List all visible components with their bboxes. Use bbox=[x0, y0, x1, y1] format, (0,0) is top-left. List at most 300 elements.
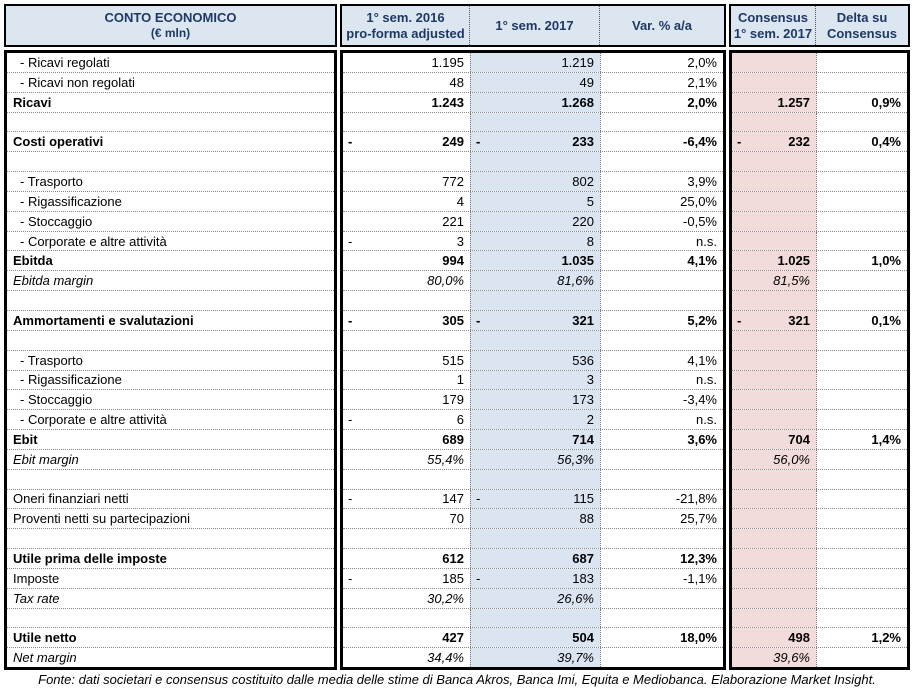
cell-label: - Ricavi regolati bbox=[20, 54, 110, 70]
cell-consensus bbox=[732, 53, 816, 72]
cell-delta bbox=[816, 73, 907, 92]
value: 25,7% bbox=[680, 511, 717, 527]
value: 536 bbox=[572, 352, 594, 368]
table-row-amm-rigassificazione-consensus bbox=[732, 371, 907, 391]
cell-consensus bbox=[732, 73, 816, 92]
cell-1sem2016 bbox=[343, 73, 470, 92]
table-row-ebit-margin-values bbox=[343, 450, 723, 470]
cell-label: - Trasporto bbox=[20, 173, 83, 189]
cell-var-pct bbox=[600, 529, 723, 548]
cell-label: - Corporate e altre attività bbox=[20, 412, 167, 428]
cell-1sem2017 bbox=[470, 628, 600, 647]
value: 321 bbox=[788, 312, 810, 328]
negative-sign: - bbox=[348, 412, 353, 428]
table-row-imposte-values bbox=[343, 569, 723, 589]
cell-1sem2016 bbox=[343, 53, 470, 72]
header-line: pro-forma adjusted bbox=[346, 25, 465, 41]
value: 8 bbox=[586, 233, 594, 249]
cell-1sem2017 bbox=[470, 93, 600, 112]
value: 504 bbox=[572, 630, 594, 646]
cell-delta bbox=[816, 549, 907, 568]
cell-label: Ebitda margin bbox=[13, 273, 94, 289]
value: 147 bbox=[442, 491, 464, 507]
table-row-imposte-consensus bbox=[732, 569, 907, 589]
cell-var-pct bbox=[600, 93, 723, 112]
value: 233 bbox=[572, 134, 594, 150]
value: n.s. bbox=[696, 412, 717, 428]
cell-1sem2016 bbox=[343, 648, 470, 667]
cell-1sem2017 bbox=[470, 152, 600, 171]
table-row-blank-3-consensus bbox=[732, 291, 907, 311]
table-row-amm-corporate bbox=[7, 410, 334, 430]
cell-1sem2017 bbox=[470, 589, 600, 608]
table-row-utile-netto-consensus bbox=[732, 628, 907, 648]
table-row-ammortamenti-svalutazioni-values bbox=[343, 311, 723, 331]
negative-sign: - bbox=[476, 491, 481, 507]
cell-consensus bbox=[732, 470, 816, 489]
cell-delta bbox=[816, 509, 907, 528]
cell-delta bbox=[816, 609, 907, 628]
cell-1sem2016 bbox=[343, 132, 470, 151]
cell-1sem2017 bbox=[470, 271, 600, 290]
table-row-costi-operativi-consensus bbox=[732, 132, 907, 152]
cell-consensus bbox=[732, 628, 816, 647]
value: 2,0% bbox=[687, 94, 717, 110]
column-header-conto-economico bbox=[4, 4, 337, 47]
cell-label: Tax rate bbox=[13, 590, 60, 606]
cell-var-pct bbox=[600, 648, 723, 667]
table-row-blank-2 bbox=[7, 152, 334, 172]
value: 5 bbox=[586, 193, 594, 209]
table-row-amm-corporate-consensus bbox=[732, 410, 907, 430]
cell-var-pct bbox=[600, 311, 723, 330]
cell-label: Ebit margin bbox=[13, 451, 79, 467]
table-row-blank-5-values bbox=[343, 470, 723, 490]
value: 88 bbox=[579, 511, 594, 527]
cell-consensus bbox=[732, 192, 816, 211]
table-row-costi-rigassificazione-consensus bbox=[732, 192, 907, 212]
column-headers-consensus bbox=[729, 4, 910, 47]
table-row-blank-7 bbox=[7, 609, 334, 629]
cell-consensus bbox=[732, 331, 816, 350]
cell-1sem2016 bbox=[343, 331, 470, 350]
cell-1sem2016 bbox=[343, 152, 470, 171]
cell-1sem2017 bbox=[470, 549, 600, 568]
cell-consensus bbox=[732, 172, 816, 191]
cell-label: - Ricavi non regolati bbox=[20, 74, 135, 90]
table-row-ebitda-margin bbox=[7, 271, 334, 291]
cell-consensus bbox=[732, 648, 816, 667]
labels-column bbox=[4, 50, 337, 670]
value: 81,5% bbox=[773, 273, 810, 289]
table-row-blank-2-consensus bbox=[732, 152, 907, 172]
cell-1sem2017 bbox=[470, 232, 600, 251]
cell-1sem2017 bbox=[470, 192, 600, 211]
cell-var-pct bbox=[600, 509, 723, 528]
negative-sign: - bbox=[476, 134, 481, 150]
cell-label: Ebit bbox=[13, 431, 38, 447]
cell-var-pct bbox=[600, 251, 723, 270]
table-row-amm-rigassificazione-values bbox=[343, 371, 723, 391]
cell-1sem2017 bbox=[470, 609, 600, 628]
cell-delta bbox=[816, 93, 907, 112]
cell-1sem2016 bbox=[343, 311, 470, 330]
table-row-blank-7-consensus bbox=[732, 609, 907, 629]
table-row-utile-prima-imposte bbox=[7, 549, 334, 569]
cell-1sem2016 bbox=[343, 410, 470, 429]
cell-1sem2016 bbox=[343, 490, 470, 509]
value: 1.035 bbox=[561, 253, 594, 269]
header-line: 1° sem. 2017 bbox=[733, 25, 813, 41]
table-row-costi-corporate bbox=[7, 232, 334, 252]
value: 39,7% bbox=[557, 650, 594, 666]
table-row-costi-trasporto-consensus bbox=[732, 172, 907, 192]
cell-var-pct bbox=[600, 291, 723, 310]
value: 2 bbox=[586, 412, 594, 428]
table-row-oneri-finanziari-netti-consensus bbox=[732, 490, 907, 510]
table-row-amm-corporate-values bbox=[343, 410, 723, 430]
cell-var-pct bbox=[600, 192, 723, 211]
table-row-ebit bbox=[7, 430, 334, 450]
table-row-ebit-consensus bbox=[732, 430, 907, 450]
cell-consensus bbox=[732, 529, 816, 548]
table-row-blank-1-values bbox=[343, 113, 723, 133]
cell-var-pct bbox=[600, 450, 723, 469]
table-row-utile-netto-values bbox=[343, 628, 723, 648]
table-row-costi-rigassificazione-values bbox=[343, 192, 723, 212]
cell-consensus bbox=[732, 509, 816, 528]
cell-label bbox=[7, 470, 334, 489]
table-row-blank-5 bbox=[7, 470, 334, 490]
table-row-blank-4-consensus bbox=[732, 331, 907, 351]
value: 30,2% bbox=[427, 590, 464, 606]
cell-1sem2017 bbox=[470, 73, 600, 92]
cell-consensus bbox=[732, 132, 816, 151]
table-row-amm-trasporto bbox=[7, 351, 334, 371]
table-row-tax-rate-values bbox=[343, 589, 723, 609]
table-row-ricavi bbox=[7, 93, 334, 113]
source-note: Fonte: dati societari e consensus costituito dalle media delle stime di Banca Akros, Banca Imi, Equita e Mediobanca. Elaborazione Market Insight. bbox=[38, 672, 876, 687]
cell-var-pct bbox=[600, 589, 723, 608]
table-row-blank-3-values bbox=[343, 291, 723, 311]
value: 1 bbox=[456, 372, 464, 388]
cell-label: Proventi netti su partecipazioni bbox=[13, 511, 191, 527]
cell-1sem2016 bbox=[343, 628, 470, 647]
cell-label: - Stoccaggio bbox=[20, 392, 93, 408]
table-row-ricavi-non-regolati bbox=[7, 73, 334, 93]
table-row-costi-corporate-consensus bbox=[732, 232, 907, 252]
cell-delta bbox=[816, 410, 907, 429]
value: 4,1% bbox=[687, 352, 717, 368]
table-row-ricavi-values bbox=[343, 93, 723, 113]
table-row-blank-1-consensus bbox=[732, 113, 907, 133]
table-row-costi-trasporto bbox=[7, 172, 334, 192]
value: 0,1% bbox=[871, 312, 901, 328]
table-row-amm-trasporto-values bbox=[343, 351, 723, 371]
value: 305 bbox=[442, 312, 464, 328]
cell-label: - Trasporto bbox=[20, 352, 83, 368]
table-row-blank-6-values bbox=[343, 529, 723, 549]
header-title: CONTO ECONOMICO bbox=[104, 10, 237, 25]
cell-1sem2016 bbox=[343, 271, 470, 290]
table-row-net-margin-values bbox=[343, 648, 723, 667]
column-header-1sem2016 bbox=[342, 6, 469, 45]
cell-1sem2016 bbox=[343, 251, 470, 270]
value: 81,6% bbox=[557, 273, 594, 289]
cell-1sem2016 bbox=[343, 529, 470, 548]
cell-delta bbox=[816, 648, 907, 667]
header-line: Var. % a/a bbox=[632, 17, 692, 33]
cell-consensus bbox=[732, 271, 816, 290]
table-row-oneri-finanziari-netti-values bbox=[343, 490, 723, 510]
value: 39,6% bbox=[773, 650, 810, 666]
cell-1sem2017 bbox=[470, 509, 600, 528]
cell-1sem2017 bbox=[470, 132, 600, 151]
cell-label bbox=[7, 113, 334, 132]
cell-label: - Stoccaggio bbox=[20, 213, 93, 229]
value: 3,9% bbox=[687, 173, 717, 189]
header-line: Consensus bbox=[826, 25, 898, 41]
cell-label: Imposte bbox=[13, 570, 60, 586]
cell-var-pct bbox=[600, 53, 723, 72]
value: 12,3% bbox=[680, 551, 717, 567]
table-row-blank-6-consensus bbox=[732, 529, 907, 549]
cell-1sem2017 bbox=[470, 490, 600, 509]
cell-1sem2017 bbox=[470, 529, 600, 548]
value: 34,4% bbox=[427, 650, 464, 666]
table-row-ammortamenti-svalutazioni bbox=[7, 311, 334, 331]
cell-delta bbox=[816, 628, 907, 647]
cell-consensus bbox=[732, 390, 816, 409]
cell-1sem2016 bbox=[343, 291, 470, 310]
cell-1sem2017 bbox=[470, 351, 600, 370]
table-row-oneri-finanziari-netti bbox=[7, 490, 334, 510]
value: 179 bbox=[442, 392, 464, 408]
cell-1sem2017 bbox=[470, 569, 600, 588]
cell-var-pct bbox=[600, 490, 723, 509]
value: 994 bbox=[442, 253, 464, 269]
value: n.s. bbox=[696, 233, 717, 249]
value: 3 bbox=[456, 233, 464, 249]
cell-var-pct bbox=[600, 569, 723, 588]
value: 55,4% bbox=[427, 451, 464, 467]
value: 772 bbox=[442, 173, 464, 189]
cell-1sem2017 bbox=[470, 212, 600, 231]
cell-var-pct bbox=[600, 73, 723, 92]
cell-label bbox=[7, 609, 334, 628]
value: 1.025 bbox=[777, 253, 810, 269]
table-row-tax-rate-consensus bbox=[732, 589, 907, 609]
value: -3,4% bbox=[683, 392, 717, 408]
consensus-columns bbox=[729, 50, 910, 670]
cell-1sem2017 bbox=[470, 291, 600, 310]
value: 26,6% bbox=[557, 590, 594, 606]
negative-sign: - bbox=[737, 312, 742, 328]
cell-var-pct bbox=[600, 172, 723, 191]
table-row-blank-1 bbox=[7, 113, 334, 133]
value: 56,0% bbox=[773, 451, 810, 467]
cell-delta bbox=[816, 470, 907, 489]
value: -21,8% bbox=[675, 491, 717, 507]
table-row-proventi-netti-partecipazioni-consensus bbox=[732, 509, 907, 529]
value: 802 bbox=[572, 173, 594, 189]
cell-1sem2017 bbox=[470, 311, 600, 330]
value: 6 bbox=[456, 412, 464, 428]
cell-delta bbox=[816, 212, 907, 231]
cell-consensus bbox=[732, 212, 816, 231]
cell-delta bbox=[816, 371, 907, 390]
negative-sign: - bbox=[348, 312, 353, 328]
cell-1sem2016 bbox=[343, 569, 470, 588]
value: 689 bbox=[442, 431, 464, 447]
table-row-blank-4-values bbox=[343, 331, 723, 351]
table-row-costi-stoccaggio-consensus bbox=[732, 212, 907, 232]
value: 427 bbox=[442, 630, 464, 646]
cell-delta bbox=[816, 152, 907, 171]
value: 173 bbox=[572, 392, 594, 408]
column-header-delta bbox=[815, 6, 908, 45]
table-row-net-margin bbox=[7, 648, 334, 667]
cell-var-pct bbox=[600, 212, 723, 231]
value: 515 bbox=[442, 352, 464, 368]
value: 49 bbox=[579, 74, 594, 90]
value: 612 bbox=[442, 551, 464, 567]
value: 80,0% bbox=[427, 273, 464, 289]
header-line: 1° sem. 2017 bbox=[495, 17, 574, 33]
negative-sign: - bbox=[348, 233, 353, 249]
cell-1sem2016 bbox=[343, 172, 470, 191]
value: 1.219 bbox=[561, 54, 594, 70]
table-row-blank-5-consensus bbox=[732, 470, 907, 490]
cell-1sem2016 bbox=[343, 93, 470, 112]
table-row-ebitda-margin-values bbox=[343, 271, 723, 291]
cell-consensus bbox=[732, 351, 816, 370]
cell-consensus bbox=[732, 113, 816, 132]
table-row-proventi-netti-partecipazioni bbox=[7, 509, 334, 529]
value: 5,2% bbox=[687, 312, 717, 328]
cell-delta bbox=[816, 53, 907, 72]
value: 1,2% bbox=[871, 630, 901, 646]
table-row-amm-rigassificazione bbox=[7, 371, 334, 391]
negative-sign: - bbox=[476, 312, 481, 328]
table-row-costi-rigassificazione bbox=[7, 192, 334, 212]
cell-delta bbox=[816, 569, 907, 588]
value: 1.243 bbox=[431, 94, 464, 110]
cell-delta bbox=[816, 232, 907, 251]
negative-sign: - bbox=[348, 491, 353, 507]
cell-var-pct bbox=[600, 609, 723, 628]
value: 220 bbox=[572, 213, 594, 229]
value: 2,0% bbox=[687, 54, 717, 70]
cell-var-pct bbox=[600, 390, 723, 409]
cell-1sem2017 bbox=[470, 470, 600, 489]
cell-1sem2016 bbox=[343, 113, 470, 132]
value: 714 bbox=[572, 431, 594, 447]
cell-delta bbox=[816, 331, 907, 350]
negative-sign: - bbox=[348, 570, 353, 586]
value: 18,0% bbox=[680, 630, 717, 646]
cell-delta bbox=[816, 490, 907, 509]
cell-delta bbox=[816, 450, 907, 469]
cell-1sem2016 bbox=[343, 232, 470, 251]
table-row-ebitda-consensus bbox=[732, 251, 907, 271]
table-row-ebit-values bbox=[343, 430, 723, 450]
table-row-blank-2-values bbox=[343, 152, 723, 172]
cell-1sem2016 bbox=[343, 549, 470, 568]
table-row-ricavi-regolati bbox=[7, 53, 334, 73]
table-row-blank-7-values bbox=[343, 609, 723, 629]
cell-consensus bbox=[732, 291, 816, 310]
column-header-consensus bbox=[731, 6, 815, 45]
table-row-ebit-margin-consensus bbox=[732, 450, 907, 470]
value: -1,1% bbox=[683, 570, 717, 586]
cell-delta bbox=[816, 271, 907, 290]
table-row-ebitda bbox=[7, 251, 334, 271]
cell-delta bbox=[816, 291, 907, 310]
value: 0,4% bbox=[871, 134, 901, 150]
cell-consensus bbox=[732, 609, 816, 628]
cell-1sem2016 bbox=[343, 192, 470, 211]
cell-delta bbox=[816, 192, 907, 211]
cell-1sem2016 bbox=[343, 371, 470, 390]
table-row-costi-stoccaggio bbox=[7, 212, 334, 232]
cell-var-pct bbox=[600, 410, 723, 429]
value: 25,0% bbox=[680, 193, 717, 209]
table-row-costi-corporate-values bbox=[343, 232, 723, 252]
cell-delta bbox=[816, 132, 907, 151]
cell-label bbox=[7, 529, 334, 548]
cell-delta bbox=[816, 589, 907, 608]
table-row-ricavi-non-regolati-values bbox=[343, 73, 723, 93]
table-row-amm-stoccaggio-consensus bbox=[732, 390, 907, 410]
table-row-net-margin-consensus bbox=[732, 648, 907, 667]
value: 185 bbox=[442, 570, 464, 586]
table-row-proventi-netti-partecipazioni-values bbox=[343, 509, 723, 529]
table-row-utile-netto bbox=[7, 628, 334, 648]
cell-var-pct bbox=[600, 132, 723, 151]
column-header-var-pct bbox=[599, 6, 724, 45]
table-row-costi-operativi bbox=[7, 132, 334, 152]
cell-label: Costi operativi bbox=[13, 134, 104, 150]
negative-sign: - bbox=[476, 570, 481, 586]
cell-1sem2017 bbox=[470, 648, 600, 667]
value: 321 bbox=[572, 312, 594, 328]
value: 183 bbox=[572, 570, 594, 586]
cell-delta bbox=[816, 113, 907, 132]
column-header-1sem2017 bbox=[469, 6, 599, 45]
cell-consensus bbox=[732, 251, 816, 270]
value: 3 bbox=[586, 372, 594, 388]
cell-1sem2017 bbox=[470, 371, 600, 390]
value: 48 bbox=[449, 74, 464, 90]
cell-1sem2016 bbox=[343, 390, 470, 409]
negative-sign: - bbox=[348, 134, 353, 150]
table-row-blank-4 bbox=[7, 331, 334, 351]
cell-var-pct bbox=[600, 430, 723, 449]
value: 56,3% bbox=[557, 451, 594, 467]
cell-delta bbox=[816, 251, 907, 270]
cell-var-pct bbox=[600, 371, 723, 390]
cell-1sem2016 bbox=[343, 450, 470, 469]
cell-delta bbox=[816, 351, 907, 370]
table-row-utile-prima-imposte-consensus bbox=[732, 549, 907, 569]
cell-consensus bbox=[732, 152, 816, 171]
cell-1sem2017 bbox=[470, 53, 600, 72]
value: 4,1% bbox=[687, 253, 717, 269]
cell-delta bbox=[816, 172, 907, 191]
table-row-tax-rate bbox=[7, 589, 334, 609]
cell-label: - Rigassificazione bbox=[20, 193, 122, 209]
